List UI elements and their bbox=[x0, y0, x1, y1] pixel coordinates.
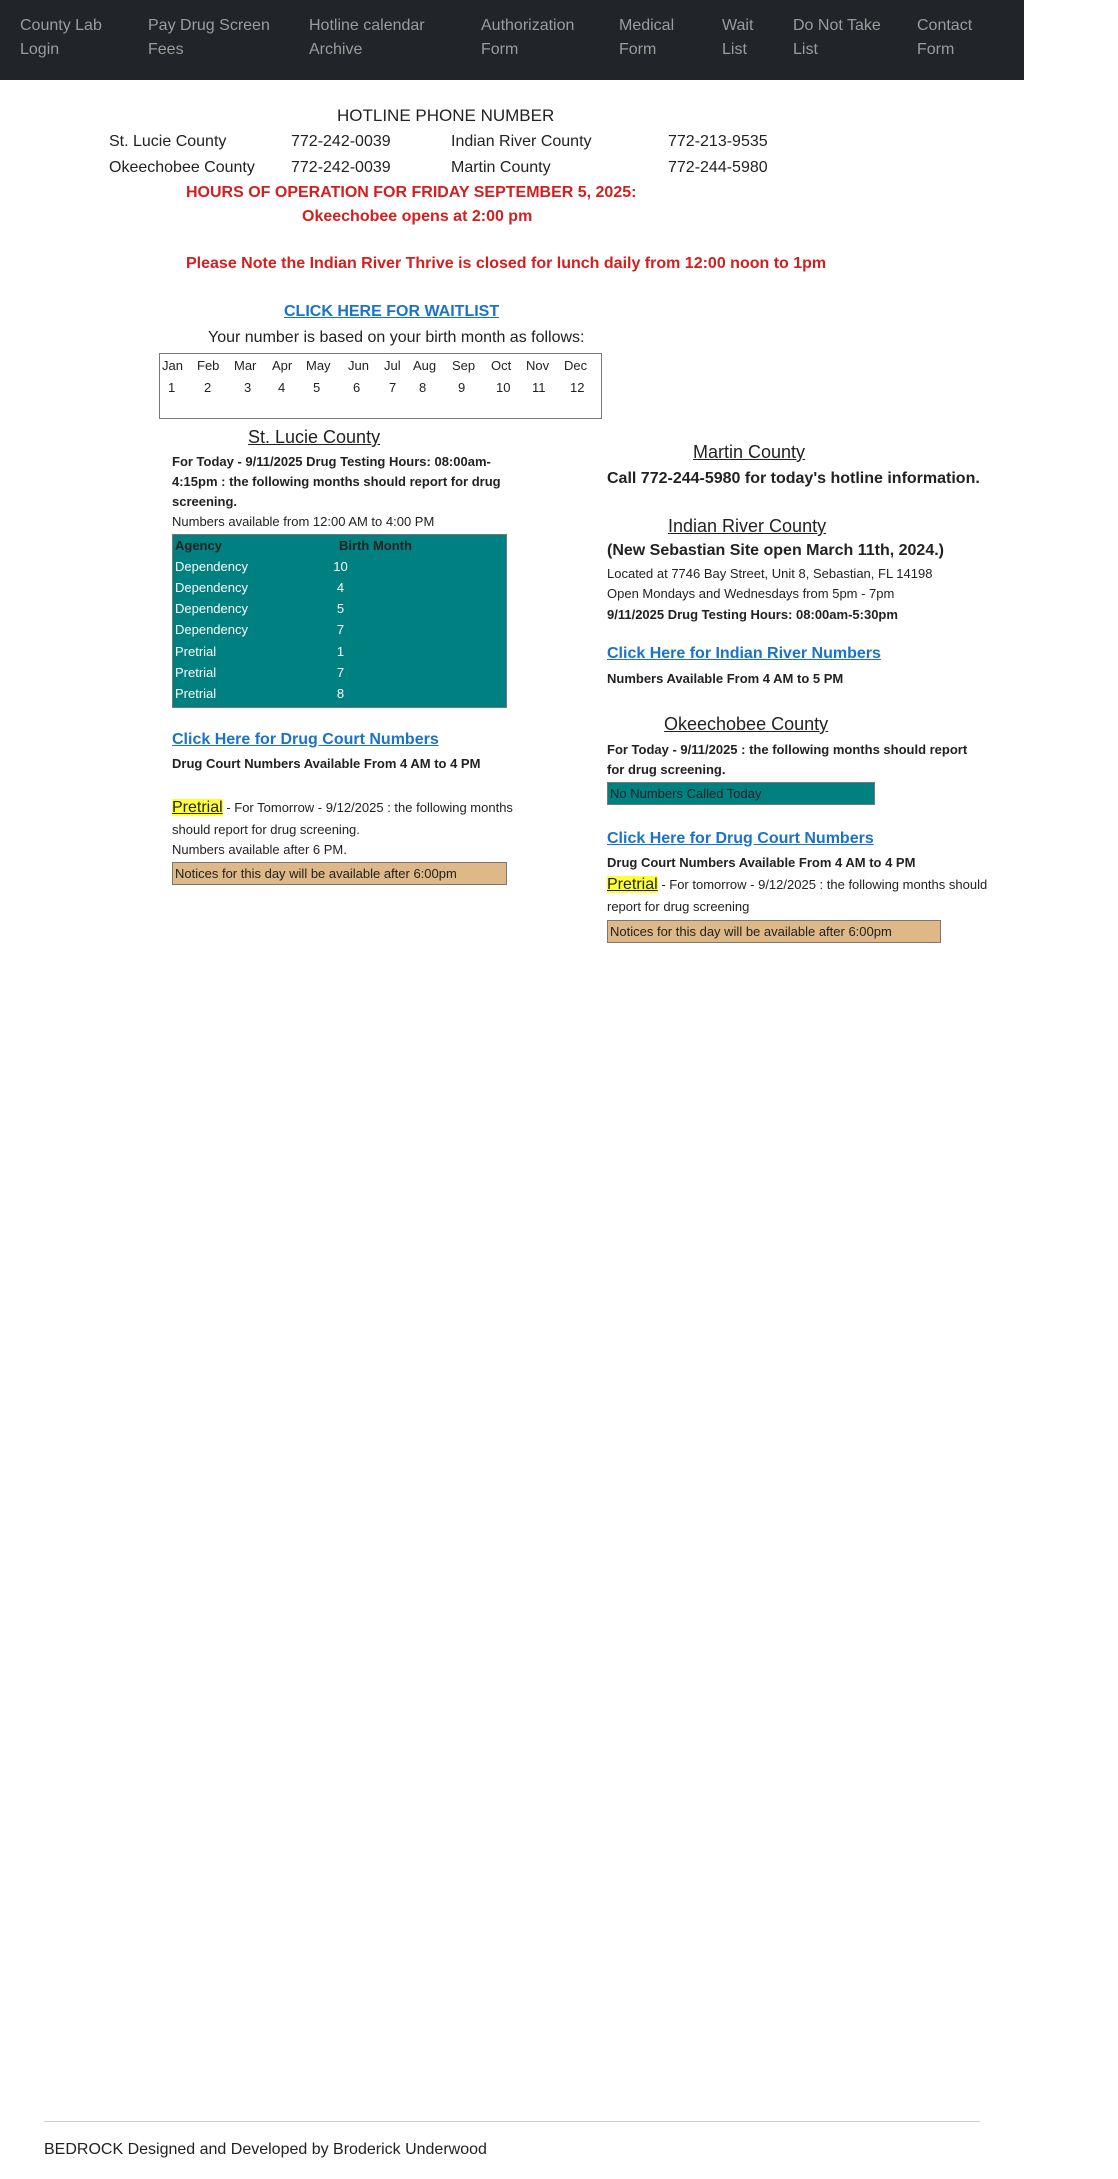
pretrial-highlight: Pretrial bbox=[607, 876, 658, 893]
month-label: Feb bbox=[197, 358, 220, 373]
okeechobee-tomorrow bbox=[607, 875, 987, 895]
st-lucie-notice: Notices for this day will be available after 6:00pm bbox=[172, 862, 507, 885]
st-lucie-table bbox=[172, 534, 507, 708]
st-lucie-drug-court-available: Drug Court Numbers Available From 4 AM to 4 PM bbox=[172, 756, 481, 771]
birth-month-note: Your number is based on your birth month as follows: bbox=[208, 329, 585, 346]
waitlist-link[interactable]: CLICK HERE FOR WAITLIST bbox=[284, 303, 500, 320]
month-label: Dec bbox=[564, 358, 588, 373]
agency-cell: Pretrial bbox=[175, 644, 217, 659]
agency-cell: Dependency bbox=[175, 601, 248, 616]
hours-of-operation-alert: HOURS OF OPERATION FOR FRIDAY SEPTEMBER 5, 2025: bbox=[186, 184, 637, 201]
nav-pay-drug-screen-fees[interactable]: Pay Drug Screen Fees bbox=[148, 17, 270, 58]
month-number: 8 bbox=[419, 380, 427, 395]
month-number: 6 bbox=[353, 380, 361, 395]
okeechobee-notice: Notices for this day will be available after 6:00pm bbox=[607, 920, 941, 943]
birth-month-cell: 7 bbox=[336, 665, 345, 680]
st-lucie-tomorrow bbox=[172, 798, 513, 818]
st-lucie-after-six: Numbers available after 6 PM. bbox=[172, 842, 347, 857]
okeechobee-tomorrow-line: report for drug screening bbox=[607, 899, 750, 914]
birth-month-cell: 7 bbox=[336, 622, 345, 637]
okeechobee-drug-court-link[interactable]: Click Here for Drug Court Numbers bbox=[607, 830, 874, 847]
indian-river-new-site: (New Sebastian Site open March 11th, 2024.) bbox=[607, 542, 944, 559]
month-number: 3 bbox=[244, 380, 252, 395]
birth-month-header: Birth Month bbox=[339, 538, 412, 553]
top-nav bbox=[0, 0, 1024, 80]
table-row bbox=[173, 662, 506, 683]
month-label: Apr bbox=[272, 358, 293, 373]
indian-river-location: Located at 7746 Bay Street, Unit 8, Sebastian, FL 14198 bbox=[607, 566, 933, 581]
nav-contact-form[interactable]: Contact Form bbox=[917, 17, 973, 58]
agency-cell: Pretrial bbox=[175, 665, 217, 680]
month-label: Mar bbox=[234, 358, 257, 373]
indian-river-open: Open Mondays and Wednesdays from 5pm - 7pm bbox=[607, 586, 895, 601]
st-lucie-tomorrow-text: - For Tomorrow - 9/12/2025 : the following months bbox=[226, 800, 513, 815]
st-lucie-drug-court-link[interactable]: Click Here for Drug Court Numbers bbox=[172, 731, 439, 748]
birth-month-cell: 4 bbox=[336, 580, 345, 595]
month-label: Jun bbox=[348, 358, 369, 373]
month-number: 11 bbox=[532, 380, 546, 395]
st-lucie-tomorrow-line: should report for drug screening. bbox=[172, 822, 360, 837]
indian-river-numbers-available: Numbers Available From 4 AM to 5 PM bbox=[607, 671, 844, 686]
hotline-county: Indian River County bbox=[451, 133, 592, 150]
birth-month-cell: 1 bbox=[336, 644, 345, 659]
month-label: Jan bbox=[162, 358, 183, 373]
month-label: Nov bbox=[526, 358, 550, 373]
birth-month-cell: 10 bbox=[333, 559, 348, 574]
month-label: Aug bbox=[413, 358, 437, 373]
martin-call: Call 772-244-5980 for today's hotline information. bbox=[607, 470, 980, 487]
table-header bbox=[173, 535, 506, 556]
nav-authorization-form[interactable]: Authorization Form bbox=[481, 17, 575, 58]
indian-river-numbers-link[interactable]: Click Here for Indian River Numbers bbox=[607, 645, 881, 662]
month-number: 2 bbox=[204, 380, 212, 395]
martin-title: Martin County bbox=[693, 442, 806, 462]
month-number: 4 bbox=[278, 380, 286, 395]
nav-do-not-take-list[interactable]: Do Not Take List bbox=[793, 17, 881, 58]
st-lucie-numbers-available: Numbers available from 12:00 AM to 4:00 PM bbox=[172, 514, 435, 529]
month-number: 5 bbox=[313, 380, 321, 395]
agency-cell: Pretrial bbox=[175, 686, 217, 701]
okeechobee-today-line: For Today - 9/11/2025 : the following months should report bbox=[607, 742, 968, 757]
month-number: 9 bbox=[458, 380, 466, 395]
nav-wait-list[interactable]: Wait List bbox=[722, 17, 754, 58]
hotline-phone: 772-244-5980 bbox=[668, 159, 768, 176]
month-label: May bbox=[306, 358, 331, 373]
nav-medical-form[interactable]: Medical Form bbox=[619, 17, 675, 58]
month-label: Oct bbox=[491, 358, 512, 373]
agency-cell: Dependency bbox=[175, 622, 248, 637]
birth-month-table bbox=[159, 353, 602, 419]
birth-month-cell: 5 bbox=[336, 601, 345, 616]
okeechobee-tomorrow-text: - For tomorrow - 9/12/2025 : the following months should bbox=[661, 877, 988, 892]
table-row bbox=[173, 598, 506, 619]
table-row bbox=[173, 577, 506, 598]
hotline-phone: 772-242-0039 bbox=[291, 159, 391, 176]
month-number: 7 bbox=[389, 380, 397, 395]
footer-divider bbox=[44, 2121, 980, 2122]
month-number: 12 bbox=[570, 380, 585, 395]
okeechobee-opening-alert: Okeechobee opens at 2:00 pm bbox=[302, 208, 533, 225]
birth-month-cell: 8 bbox=[336, 686, 345, 701]
st-lucie-today-line: 4:15pm : the following months should report for drug bbox=[172, 474, 501, 489]
footer-credit: BEDROCK Designed and Developed by Broderick Underwood bbox=[44, 2141, 487, 2158]
hotline-phone: 772-213-9535 bbox=[668, 133, 768, 150]
st-lucie-today-line: screening. bbox=[172, 494, 238, 509]
table-row bbox=[173, 556, 506, 577]
agency-cell: Dependency bbox=[175, 559, 248, 574]
nav-county-lab-login[interactable]: County Lab Login bbox=[20, 17, 102, 58]
indian-river-hours: 9/11/2025 Drug Testing Hours: 08:00am-5:30pm bbox=[607, 607, 898, 622]
agency-header: Agency bbox=[175, 538, 222, 553]
hotline-county: Martin County bbox=[451, 159, 551, 176]
pretrial-highlight: Pretrial bbox=[172, 799, 223, 816]
hotline-phone: 772-242-0039 bbox=[291, 133, 391, 150]
thrive-lunch-alert: Please Note the Indian River Thrive is closed for lunch daily from 12:00 noon to 1pm bbox=[186, 255, 827, 272]
month-number: 1 bbox=[168, 380, 176, 395]
table-row bbox=[173, 641, 506, 662]
agency-cell: Dependency bbox=[175, 580, 248, 595]
table-row bbox=[173, 683, 506, 704]
nav-hotline-calendar-archive[interactable]: Hotline calendar Archive bbox=[309, 17, 425, 58]
month-label: Jul bbox=[384, 358, 401, 373]
hotline-title: HOTLINE PHONE NUMBER bbox=[337, 106, 555, 125]
st-lucie-today-line: For Today - 9/11/2025 Drug Testing Hours: 08:00am- bbox=[172, 454, 491, 469]
okeechobee-no-numbers: No Numbers Called Today bbox=[607, 782, 875, 805]
hotline-county: Okeechobee County bbox=[109, 159, 255, 176]
indian-river-title: Indian River County bbox=[668, 516, 827, 536]
month-label: Sep bbox=[452, 358, 476, 373]
hotline-county: St. Lucie County bbox=[109, 133, 227, 150]
month-number: 10 bbox=[496, 380, 511, 395]
st-lucie-title: St. Lucie County bbox=[248, 427, 381, 447]
okeechobee-drug-court-available: Drug Court Numbers Available From 4 AM to 4 PM bbox=[607, 855, 916, 870]
okeechobee-title: Okeechobee County bbox=[664, 714, 829, 734]
okeechobee-today-line: for drug screening. bbox=[607, 762, 726, 777]
table-row bbox=[173, 619, 506, 640]
